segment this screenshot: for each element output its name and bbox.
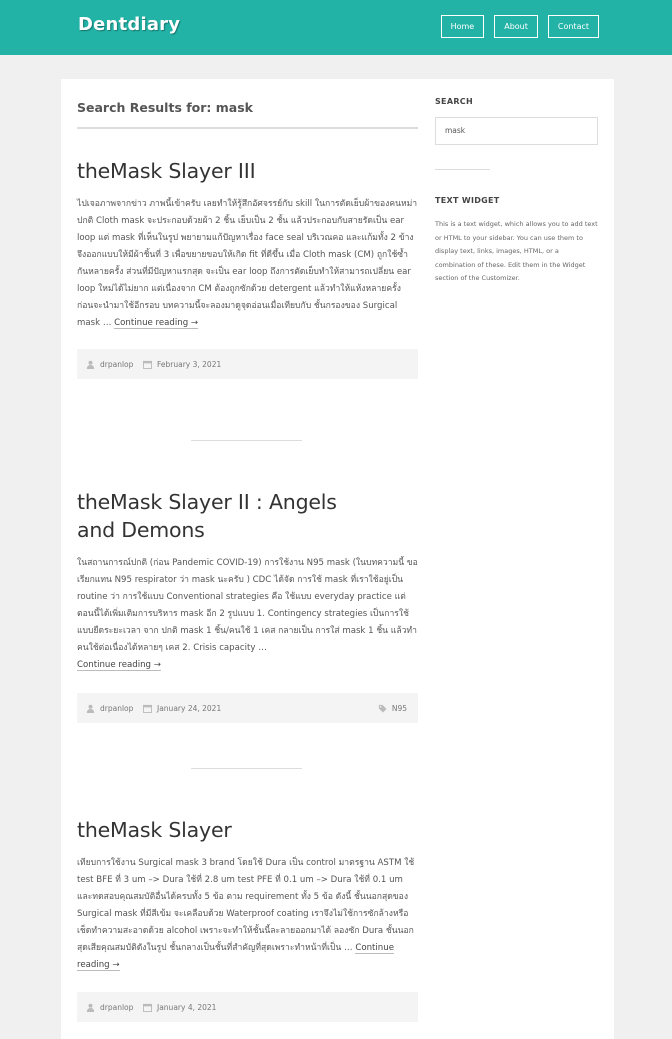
post-excerpt: ไปเจอภาพจากข่าว ภาพนี้เข้าครับ เลยทำให้รู้สึกอัศจรรย์กับ skill ในการตัดเย็บผ้าของคนหม่า ปกติ Cloth mask จะประกอบด้วยผ้า 2 ชิ้น เย็บเป็น 2 ชั้น แล้วประกอบกับสายรัดเป็น ear loop แต่ mask ที่เห็นในรูป พยายามแก้ปัญหาเรื่อง face seal บริเวณคอ และแก้มทั้ง 2 ข้าง จึงออกแบบให้มีผ้าชิ้นที่ 3 เพื่อขยายขอบให้เกิด fit ที่ดีขึ้น เมื่อ Cloth mask (CM) ถูกใช้ซ้ำกันหลายครั้ง ส่วนที่มีปัญหาแรกสุด จะเป็น ear loop ถึงการตัดเย็บทำให้สามารถเปลี่ยน ear loop ใหม่ได้ไม่ยาก แต่เนื่องจาก CM ต้องถูกซักด้วย detergent แล้วทำให้แห้งหลายครั้ง ก่อนจะนำมาใช้อีกรอบ บทความนี้จะลองมาดูจุดอ่อนเมื่อเทียบกับ ชั้นกรองของ Surgical mask … Continue reading →: [77, 199, 418, 328]
text-widget-body: This is a text widget, which allows you to add text or HTML to your sidebar. You can use them to display text, links, images, HTML, or a combination of these. Edit them in the Widget section of the Customizer.: [435, 220, 598, 282]
user-icon: [86, 704, 95, 713]
search-input[interactable]: mask: [435, 117, 598, 145]
post-separator: [191, 440, 302, 441]
post-date[interactable]: January 24, 2021: [143, 704, 221, 713]
main-nav: [441, 15, 599, 38]
post-meta: [77, 992, 418, 1022]
nav-home[interactable]: Home: [441, 15, 485, 38]
calendar-icon: [143, 360, 152, 369]
post-meta: [77, 693, 418, 723]
user-icon: [86, 360, 95, 369]
post-author[interactable]: drpanlop: [86, 360, 133, 369]
post-date[interactable]: February 3, 2021: [143, 360, 221, 369]
post-excerpt: ในสถานการณ์ปกติ (ก่อน Pandemic COVID-19) การใช้งาน N95 mask (ในบทความนี้ ขอเรียกแทน N95 respirator ว่า mask นะครับ ) CDC ได้จัด การใช้ mask ที่เราใช้อยู่เป็น routine ว่า การใช้แบบ Conventional strategies คือ ใช้แบบ everyday practice แต่ตอนนี้ได้เพิ่มเติมการบริหาร mask อีก 2 รูปแบบ 1. Contingency strategies เป็นการใช้แบบยืดระยะเวลา จาก ปกติ mask 1 ชิ้น/คนใช้ 1 เคส กลายเป็น การใส่ mask 1 ชิ้น แล้วทำคนใช้ต่อเนื่องได้หลายๆ เคส 2. Crisis capacity … Continue reading →: [77, 558, 418, 670]
main-column: [77, 79, 418, 1012]
search-widget: [435, 97, 598, 145]
continue-reading-link[interactable]: Continue reading →: [114, 318, 199, 328]
post: [77, 816, 418, 1022]
nav-contact[interactable]: Contact: [548, 15, 599, 38]
post-author[interactable]: drpanlop: [86, 704, 133, 713]
user-icon: [86, 1003, 95, 1012]
post-author[interactable]: drpanlop: [86, 1003, 133, 1012]
post: [77, 157, 418, 379]
calendar-icon: [143, 704, 152, 713]
post-meta: [77, 349, 418, 379]
post-title[interactable]: theMask Slayer III: [77, 159, 256, 183]
calendar-icon: [143, 1003, 152, 1012]
continue-reading-link[interactable]: Continue reading →: [77, 660, 161, 670]
search-widget-title: SEARCH: [435, 97, 473, 106]
post-title[interactable]: theMask Slayer II : Angels and Demons: [77, 490, 337, 542]
tag-icon: [378, 704, 387, 713]
post-title[interactable]: theMask Slayer: [77, 818, 232, 842]
text-widget: [435, 196, 598, 286]
sidebar: [435, 79, 598, 286]
post-separator: [191, 768, 302, 769]
site-title[interactable]: Dentdiary: [78, 14, 181, 35]
continue-reading-link[interactable]: Continue reading →: [77, 943, 394, 970]
site-header: [0, 0, 672, 55]
post-date[interactable]: January 4, 2021: [143, 1003, 216, 1012]
widget-separator: [435, 169, 490, 170]
post-excerpt: เทียบการใช้งาน Surgical mask 3 brand โดยใช้ Dura เป็น control มาตรฐาน ASTM ใช้ test BFE ที่ 3 um –> Dura ใช้ที่ 2.8 um test PFE ที่ 0.1 um –> Dura ใช้ที่ 0.1 um และทดสอบคุณสมบัติอื่นได้ครบทั้ง 5 ข้อ ตาม requirement ทั้ง 5 ข้อ ดังนี้ ชั้นนอกสุดของ Surgical mask ที่มีสีเข้ม จะเคลือบด้วย Waterproof coating เราจึงไม่ใช้การซักล้างหรือเช็ดทำความสะอาดด้วย alcohol เพราะจะทำให้ชั้นนี้ละลายออกมาได้ ลองซัก Dura ชั้นนอกสุดเสียคุณสมบัติดังในรูป ชั้นกลางเป็นชั้นที่สำคัญที่สุดเพราะทำหน้าที่เป็น … Continue reading →: [77, 858, 415, 970]
content-area: [61, 79, 614, 1039]
post: [77, 488, 418, 723]
search-results-heading: Search Results for: mask: [77, 100, 418, 129]
nav-about[interactable]: About: [494, 15, 538, 38]
text-widget-title: TEXT WIDGET: [435, 196, 500, 205]
post-tag[interactable]: N95: [378, 704, 407, 713]
